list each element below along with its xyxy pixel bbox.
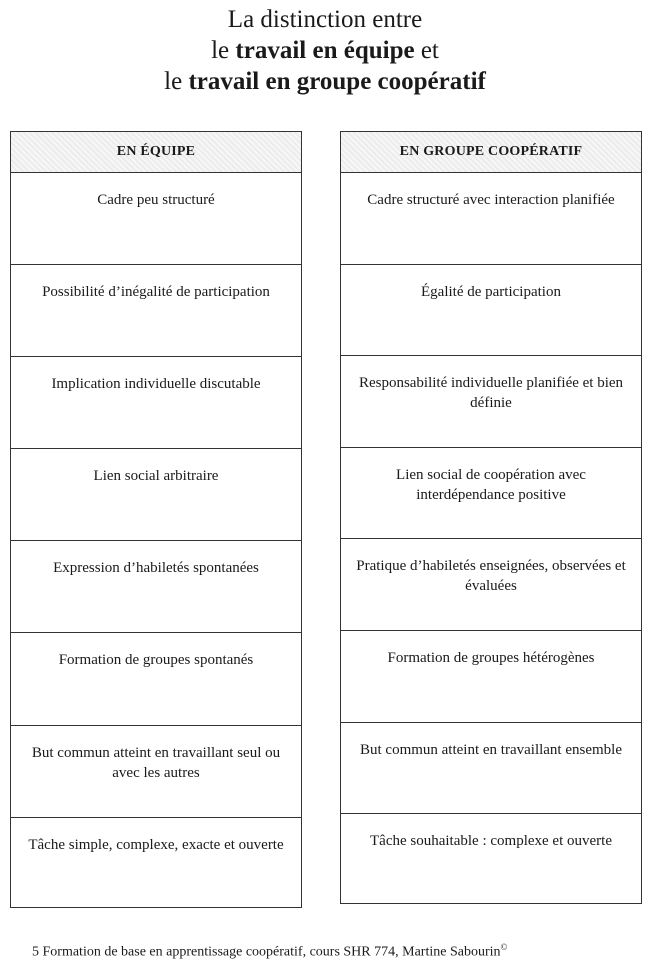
table-cell: But commun atteint en travaillant ensemble xyxy=(341,723,641,815)
title-line-1: La distinction entre xyxy=(227,6,423,33)
title-line-3-bold: travail en groupe coopératif xyxy=(188,68,486,95)
table-cell: Possibilité d’inégalité de participation xyxy=(11,265,301,357)
table-cell: Pratique d’habiletés enseignées, observées et évaluées xyxy=(341,539,641,631)
footer-text: 5 Formation de base en apprentissage coopératif, cours SHR 774, Martine Sabourin xyxy=(32,944,501,960)
copyright-mark: © xyxy=(500,942,508,952)
title-line-2-prefix: le xyxy=(211,37,236,64)
column-header-en-equipe: EN ÉQUIPE xyxy=(11,132,301,173)
table-cell: Cadre structuré avec interaction planifiée xyxy=(341,173,641,265)
table-cell: Implication individuelle discutable xyxy=(11,357,301,449)
column-header-en-groupe-cooperatif: EN GROUPE COOPÉRATIF xyxy=(341,132,641,173)
table-cell: Tâche simple, complexe, exacte et ouverte xyxy=(28,836,284,853)
table-cell: Tâche souhaitable : complexe et ouverte xyxy=(370,833,612,850)
table-cell: Formation de groupes spontanés xyxy=(11,633,301,725)
column-en-equipe xyxy=(10,131,302,908)
table-cell: Lien social arbitraire xyxy=(11,449,301,541)
table-cell: Responsabilité individuelle planifiée et bien définie xyxy=(341,356,641,448)
title-line-2-suffix: et xyxy=(414,37,439,64)
table-cell: But commun atteint en travaillant seul ou avec les autres xyxy=(11,726,301,818)
title-line-3 xyxy=(0,66,650,97)
table-cell: Expression d’habiletés spontanées xyxy=(11,541,301,633)
table-cell: Formation de groupes hétérogènes xyxy=(341,631,641,723)
title-line-3-prefix: le xyxy=(164,68,189,95)
table-cell: Lien social de coopération avec interdépendance positive xyxy=(341,448,641,540)
title-line-2 xyxy=(0,35,650,66)
table-cell: Cadre peu structuré xyxy=(11,173,301,265)
table-cell: Égalité de participation xyxy=(341,265,641,357)
footer-citation xyxy=(32,942,507,961)
title-line-2-bold: travail en équipe xyxy=(235,37,415,64)
column-en-groupe-cooperatif xyxy=(340,131,642,904)
page-title xyxy=(0,4,650,97)
